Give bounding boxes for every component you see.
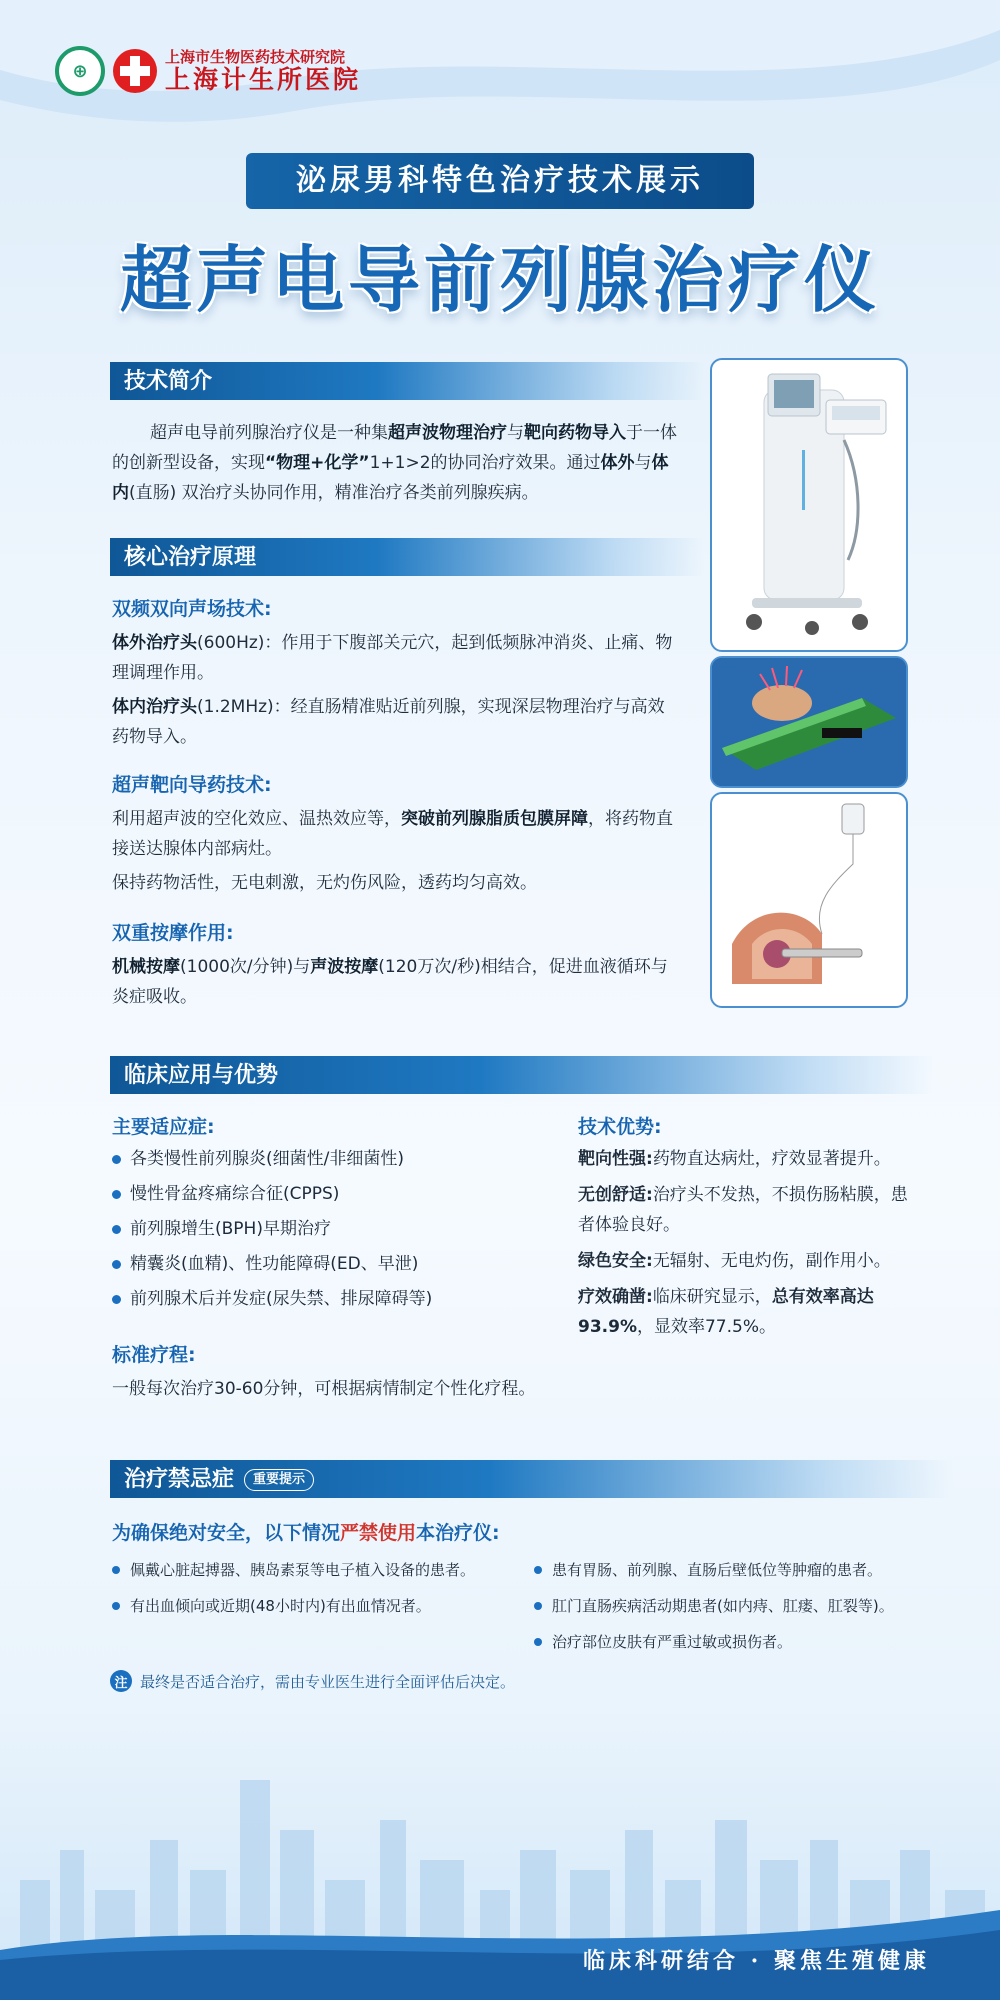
probe-image (710, 656, 908, 788)
section-heading-clinical: 临床应用与优势 (110, 1056, 934, 1094)
footer-slogan: 临床科研结合 · 聚焦生殖健康 (583, 1948, 930, 1974)
advantages-list (578, 1144, 918, 1348)
red-cross-icon (113, 49, 157, 93)
section-heading-principle: 核心治疗原理 (110, 538, 704, 576)
section-heading-intro: 技术简介 (110, 362, 704, 400)
targeted-delivery-title: 超声靶向导药技术: (112, 774, 272, 796)
indications-list (112, 1142, 552, 1317)
hospital-logo (55, 46, 361, 96)
list-item: 慢性骨盆疼痛综合征(CPPS) (112, 1177, 552, 1212)
list-item: 患有胃肠、前列腺、直肠后壁低位等肿瘤的患者。 (534, 1556, 934, 1584)
list-item: 治疗部位皮肤有严重过敏或损伤者。 (534, 1628, 934, 1656)
list-item: 肛门直肠疾病活动期患者(如内痔、肛瘘、肛裂等)。 (534, 1592, 934, 1620)
list-item: 前列腺术后并发症(尿失禁、排尿障碍等) (112, 1282, 552, 1317)
intro-paragraph: 超声电导前列腺治疗仪是一种集超声波物理治疗与靶向药物导入于一体的创新型设备，实现“物理+化学”1+1>2的协同治疗效果。通过体外与体内(直肠) 双治疗头协同作用，精准治疗各类前列腺疾病。 (112, 423, 677, 503)
targeted-delivery-text: 利用超声波的空化效应、温热效应等，突破前列腺脂质包膜屏障，将药物直接送达腺体内部病灶。 (112, 809, 673, 859)
list-item: 佩戴心脏起搏器、胰岛素泵等电子植入设备的患者。 (112, 1556, 482, 1584)
list-item: 绿色安全:无辐射、无电灼伤，副作用小。 (578, 1251, 891, 1271)
logo-hospital-name: 上海计生所医院 (165, 64, 362, 94)
targeted-delivery-text-2: 保持药物活性，无电刺激，无灼伤风险，透药均匀高效。 (112, 873, 537, 893)
probe-diagram-illustration (712, 658, 906, 786)
course-title: 标准疗程: (112, 1344, 196, 1366)
list-item: 有出血倾向或近期(48小时内)有出血情况者。 (112, 1592, 482, 1620)
treatment-device-illustration (712, 360, 906, 650)
list-item: 精囊炎(血精)、性功能障碍(ED、早泄) (112, 1247, 552, 1282)
list-item: 各类慢性前列腺炎(细菌性/非细菌性) (112, 1142, 552, 1177)
advantages-title: 技术优势: (578, 1116, 662, 1138)
note-icon: 注 (110, 1670, 132, 1692)
contraindication-intro: 为确保绝对安全，以下情况严禁使用本治疗仪: (112, 1522, 500, 1544)
list-item: 靶向性强:药物直达病灶，疗效显著提升。 (578, 1149, 891, 1169)
institute-emblem-icon: ⊕ (55, 46, 105, 96)
list-item: 疗效确凿:临床研究显示，总有效率高达93.9%，显效率77.5%。 (578, 1287, 874, 1337)
final-note: 注 最终是否适合治疗，需由专业医生进行全面评估后决定。 (110, 1670, 515, 1692)
list-item: 无创舒适:治疗头不发热，不损伤肠粘膜，患者体验良好。 (578, 1185, 908, 1235)
contraindication-list-right (534, 1556, 934, 1664)
page-subtitle: 泌尿男科特色治疗技术展示 (246, 153, 754, 209)
list-item: 前列腺增生(BPH)早期治疗 (112, 1212, 552, 1247)
internal-head-text: 体内治疗头(1.2MHz)：经直肠精准贴近前列腺，实现深层物理治疗与高效药物导入。 (112, 697, 665, 747)
important-badge: 重要提示 (244, 1469, 314, 1491)
indications-title: 主要适应症: (112, 1116, 215, 1138)
page-title: 超声电导前列腺治疗仪 (119, 238, 880, 322)
massage-text: 机械按摩(1000次/分钟)与声波按摩(120万次/秒)相结合，促进血液循环与炎症吸收。 (112, 957, 668, 1007)
external-head-text: 体外治疗头(600Hz)：作用于下腹部关元穴，起到低频脉冲消炎、止痛、物理调理作用。 (112, 633, 673, 683)
course-text: 一般每次治疗30-60分钟，可根据病情制定个性化疗程。 (112, 1379, 536, 1399)
anatomy-image (710, 792, 908, 1008)
contraindication-list-left (112, 1556, 482, 1628)
device-image (710, 358, 908, 652)
anatomy-illustration (712, 794, 906, 1006)
massage-title: 双重按摩作用: (112, 922, 234, 944)
section-heading-contraindications: 治疗禁忌症 重要提示 (110, 1460, 954, 1498)
dual-frequency-title: 双频双向声场技术: (112, 598, 272, 620)
logo-institute-name: 上海市生物医药技术研究院 (165, 48, 346, 66)
